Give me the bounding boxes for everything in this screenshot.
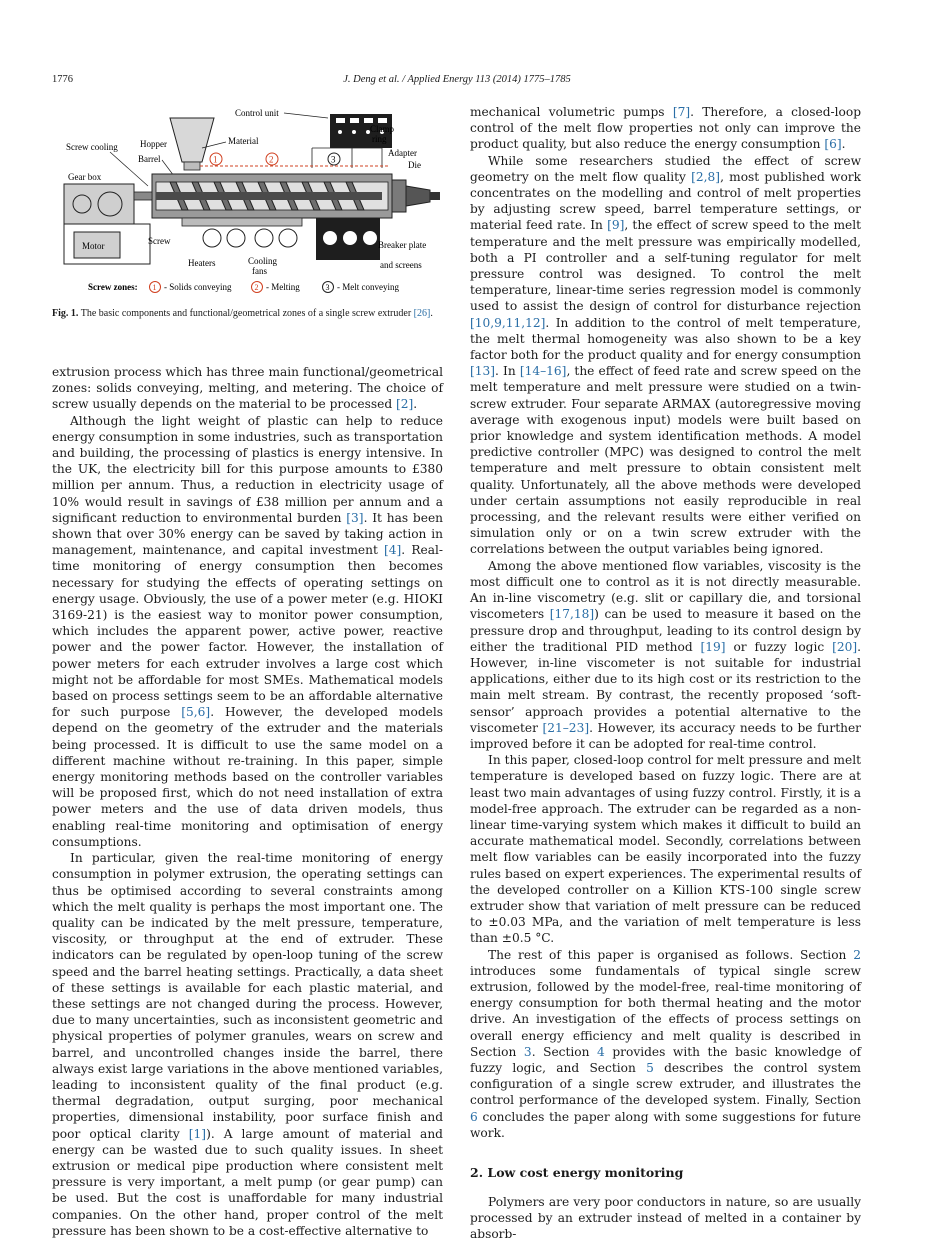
citation-link[interactable]: [21–23] xyxy=(542,720,590,735)
figure-extruder-diagram xyxy=(52,104,443,296)
legend-zone-3-desc: - Melt conveying xyxy=(337,282,399,292)
paragraph: The rest of this paper is organised as follows. Section 2 introduces some fundamentals of typical single screw extrusion, followed by the model-free, real-time monitoring of energy consumption for both thermal heating and the motor drive. An investigation of the effects of process settings on overall energy efficiency and melt quality is described in Section 3. Section 4 provides with the basic knowledge of fuzzy logic, and Section 5 describes the control system configuration of a single screw extruder, and illustrates the control performance of the developed system. Finally, Section 6 concludes the paper along with some suggestions for future work. xyxy=(470,947,861,1140)
right-column xyxy=(470,104,861,1243)
legend-zone-1-desc: - Solids conveying xyxy=(164,282,232,292)
section-link[interactable]: 6 xyxy=(470,1109,478,1124)
citation-link[interactable]: [14–16] xyxy=(519,364,567,379)
citation-link[interactable]: [1] xyxy=(188,1126,207,1141)
paragraph: Polymers are very poor conductors in nature, so are usually processed by an extruder instead of melted in a container by absorb- xyxy=(470,1195,861,1242)
figure-caption: Fig. 1. The basic components and functional/geometrical zones of a single screw extruder [26]. xyxy=(52,308,433,319)
citation-link[interactable]: [17,18] xyxy=(549,607,595,622)
label-ring: ring xyxy=(372,134,387,144)
paragraph: mechanical volumetric pumps [7]. Therefore, a closed-loop control of the melt flow properties not only can improve the product quality, but also reduce the energy consumption [6]. xyxy=(470,105,861,152)
legend-zone-2-desc: - Melting xyxy=(266,282,300,292)
label-adapter: Adapter xyxy=(388,148,417,158)
zone-3-marker: 3 xyxy=(331,154,336,165)
label-fans: fans xyxy=(252,266,267,276)
paragraph: While some researchers studied the effect of screw geometry on the melt flow quality [2,8], most published work concentrates on the modelling and control of melt properties by adjusting screw speed, barrel temperature settings, or material feed rate. In [9], the effect of screw speed to the melt temperature and the melt pressure was empirically modelled, both a PI controller and a self-tuning regulator for melt pressure control was designed. To control the melt temperature, linear-time series regression model is commonly used to assist the design of control for disturbance rejection [10,9,11,12]. In addition to the control of melt temperature, the melt thermal homogeneity was also shown to be a key factor both for the product quality and for energy consumption [13]. In [14–16], the effect of feed rate and screw speed on the melt temperature and melt pressure were studied on a twin-screw extruder. Four separate ARMAX (autoregressive moving average with exogenous input) models were built based on prior knowledge and system identification methods. A model predictive controller (MPC) was designed to control the melt temperature and melt pressure to obtain consistent melt quality. Unfortunately, all the above methods were developed under certain assumptions not easily reproducible in real processing, and the relevant results were either verified on simulation only or on a twin screw extruder with the correlations between the output variables being ignored. xyxy=(470,153,862,557)
citation-link[interactable]: [20] xyxy=(832,639,858,654)
figure-caption-label: Fig. 1. xyxy=(52,308,79,319)
label-barrel: Barrel xyxy=(138,154,161,164)
citation-link[interactable]: [9] xyxy=(607,218,625,233)
citation-link[interactable]: [3] xyxy=(346,510,364,525)
zone-1-marker: 1 xyxy=(213,154,218,165)
paragraph: extrusion process which has three main functional/geometrical zones: solids conveying, melting, and metering. The choice of screw usually depends on the material to be processed [2]. xyxy=(52,365,443,412)
legend-zone-3: 3 xyxy=(325,283,330,292)
figure-caption-ref[interactable]: [26] xyxy=(413,308,431,319)
label-and-screens: and screens xyxy=(380,260,422,270)
label-heaters: Heaters xyxy=(188,258,216,268)
citation-link[interactable]: [5,6] xyxy=(181,705,211,720)
section-link[interactable]: 5 xyxy=(646,1060,654,1075)
left-column xyxy=(52,364,443,1239)
label-gear-box: Gear box xyxy=(68,172,102,182)
label-cooling: Cooling xyxy=(248,256,278,266)
label-screw: Screw xyxy=(148,236,171,246)
citation-link[interactable]: [6] xyxy=(824,137,842,152)
page-number: 1776 xyxy=(52,74,73,85)
section-link[interactable]: 3 xyxy=(523,1044,532,1059)
citation-link[interactable]: [2,8] xyxy=(691,169,721,184)
citation-link[interactable]: [19] xyxy=(700,639,726,654)
citation-link[interactable]: [13] xyxy=(470,364,496,379)
label-motor: Motor xyxy=(82,241,105,251)
label-clamp: Clamp xyxy=(370,124,394,134)
figure-caption-text: The basic components and functional/geometrical zones of a single screw extruder xyxy=(80,308,412,319)
journal-citation: J. Deng et al. / Applied Energy 113 (2014) 1775–1785 xyxy=(343,74,571,85)
running-header xyxy=(52,74,862,88)
paragraph: In this paper, closed-loop control for melt pressure and melt temperature is developed based on fuzzy logic. There are at least two main advantages of using fuzzy control. Firstly, it is a model-free approach. The extruder can be regarded as a non-linear time-varying system which makes it difficult to build an accurate mathematical model. Secondly, correlations between melt flow variables can be easily incorporated into the fuzzy rules based on expert experiences. The experimental results of the developed controller on a Killion KTS-100 single screw extruder show that variation of melt pressure can be reduced to ±0.03 MPa, and the variation of melt temperature is less than ±0.5 °C. xyxy=(470,753,861,946)
citation-link[interactable]: [4] xyxy=(384,543,402,558)
label-material: Material xyxy=(228,136,259,146)
label-control-unit: Control unit xyxy=(235,108,279,118)
legend-title: Screw zones: xyxy=(88,282,138,292)
section-link[interactable]: 4 xyxy=(597,1044,605,1059)
section-link[interactable]: 2 xyxy=(853,947,861,962)
label-die: Die xyxy=(408,160,421,170)
label-breaker-plate: Breaker plate xyxy=(378,240,427,250)
paragraph: Among the above mentioned flow variables, viscosity is the most difficult one to control as it is not directly measurable. An in-line viscometry (e.g. slit or capillary die, and torsional viscometers [17,18]) can be used to measure it based on the pressure drop and throughput, leading to its control design by either the traditional PID method [19] or fuzzy logic [20]. However, in-line viscometer is not suitable for industrial applications, either due to its high cost or its restriction to the main melt stream. By contrast, the recently proposed ‘soft-sensor’ approach provides a potential alternative to the viscometer [21–23]. However, its accuracy needs to be further improved before it can be adopted for real-time control. xyxy=(470,558,861,751)
citation-link[interactable]: [2] xyxy=(396,397,414,412)
paragraph: In particular, given the real-time monitoring of energy consumption in polymer extrusion, the operating settings can thus be optimised according to several constraints among which the melt quality is perhaps the most important one. The quality can be indicated by the melt pressure, temperature, viscosity, or throughput at the end of extruder. These indicators can be regulated by open-loop tuning of the screw speed and the barrel heating settings. Practically, a data sheet of these settings is available for each plastic material, and these settings are not changed during the process. However, due to many uncertainties, such as inconsistent geometric and physical properties of polymer granules, wears on screw and barrel, and uncontrolled changes inside the barrel, there always exist large variations in the above mentioned variables, leading to inconsistent quality of the final product (e.g. thermal degradation, output surging, poor mechanical properties, dimensional instability, poor surface finish and poor optical clarity [1]). A large amount of material and energy can be wasted due to such quality issues. In sheet extrusion or medical pipe production where consistent melt pressure is very important, a melt pump (or gear pump) can be used. But the cost is unaffordable for many industrial companies. On the other hand, proper control of the melt pressure has been shown to be a cost-effective alternative to xyxy=(52,851,443,1238)
label-screw-cooling: Screw cooling xyxy=(66,142,118,152)
zone-2-marker: 2 xyxy=(269,154,274,165)
citation-link[interactable]: [10,9,11,12] xyxy=(470,315,546,330)
label-hopper: Hopper xyxy=(140,139,167,149)
legend-zone-1: 1 xyxy=(152,283,157,292)
extruder-diagram xyxy=(52,104,443,296)
legend-zone-2: 2 xyxy=(254,283,259,292)
paragraph: Although the light weight of plastic can help to reduce energy consumption in some industries, such as transportation and building, the processing of plastics is energy intensive. In the UK, the electricity bill for this purpose amounts to £380 million per annum. Thus, a reduction in electricity usage of 10% would result in savings of £38 million per annum and a significant reduction to environmental burden [3]. It has been shown that over 30% energy can be saved by taking action in management, maintenance, and capital investment [4]. Real-time monitoring of energy consumption then becomes necessary for studying the effects of operating settings on energy usage. Obviously, the use of a power meter (e.g. HIOKI 3169-21) is the easiest way to monitor power consumption, which includes the apparent power, active power, reactive power and the power factor. However, the installation of power meters for each extruder involves a large cost which might not be affordable for most SMEs. Mathematical models based on process settings seem to be an affordable alternative for such purpose [5,6]. However, the developed models depend on the geometry of the extruder and the materials being processed. It is difficult to use the same model on a different machine without re-training. In this paper, simple energy monitoring methods based on the controller variables will be proposed first, which do not need installation of extra power meters and the use of data driven models, thus enabling real-time monitoring and optimisation of energy consumptions. xyxy=(52,413,443,849)
citation-link[interactable]: [7] xyxy=(672,105,691,119)
section-heading: 2. Low cost energy monitoring xyxy=(470,1165,684,1180)
